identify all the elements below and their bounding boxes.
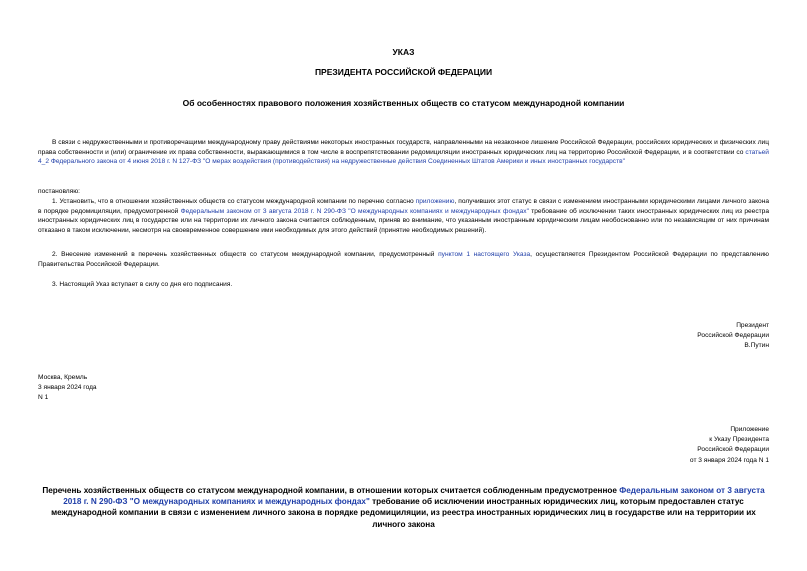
list-law-290-link[interactable]: Федеральным законом от 3 августа 2018 г. N 290-ФЗ "О международных компаниях и международных фондах"	[63, 486, 765, 507]
law-127-link[interactable]: статьей 4_2 Федерального закона от 4 июня 2018 г. N 127-ФЗ "О мерах воздействия (противодействия) на недружественные действия Соединенных Штатов Америки и иных иностранных государств"	[38, 148, 769, 166]
signature-country: Российской Федерации	[697, 332, 769, 339]
list-heading	[40, 485, 767, 530]
decree-issuer: ПРЕЗИДЕНТА РОССИЙСКОЙ ФЕДЕРАЦИИ	[314, 67, 493, 77]
date: 3 января 2024 года	[38, 384, 97, 391]
clause-2-text-b: , осуществляется Президентом Российской Федерации по представлению Правительства Российской Федерации.	[38, 251, 769, 268]
clause-1-text-a: 1. Установить, что в отношении хозяйственных обществ со статусом международной компании по перечню согласно	[52, 198, 416, 205]
appendix-block	[690, 425, 769, 466]
decree-number: N 1	[38, 394, 49, 401]
place: Москва, Кремль	[38, 374, 88, 381]
appendix-country: Российской Федерации	[697, 446, 769, 454]
list-heading-text-a: Перечень хозяйственных обществ со статусом международной компании, в отношении которых считается соблюденным предусмотренное	[42, 486, 620, 495]
decree-subject: Об особенностях правового положения хозяйственных обществ со статусом международной компании	[182, 98, 625, 108]
clause-2	[38, 250, 769, 269]
signature-title: Президент	[736, 322, 769, 329]
clause-1	[38, 197, 769, 235]
law-290-link[interactable]: Федеральным законом от 3 августа 2018 г. N 290-ФЗ "О международных компаниях и международных фондах"	[180, 207, 529, 215]
place-date-block	[38, 373, 97, 403]
signature-block	[697, 321, 769, 351]
appendix-date: от 3 января 2024 года N 1	[689, 456, 769, 464]
appendix-link[interactable]: приложению	[415, 198, 455, 205]
preamble-text: В связи с недружественными и противоречащими международному праву действиями некоторых иностранных государств, направленными на незаконное лишение Российской Федерации, российских юридических и физических лиц права собственности и (или) ограничение их права собственности, выражающимися в том числе в воспрепятствовании редомициляции иностранных юридических лиц на территорию Российской Федерации, и в соответствии со	[38, 139, 769, 156]
clause-1-ref-link[interactable]: пунктом 1 настоящего Указа	[438, 251, 531, 258]
preamble-paragraph	[38, 138, 769, 167]
clause-3: 3. Настоящий Указ вступает в силу со дня его подписания.	[52, 281, 233, 288]
clause-2-text-a: 2. Внесение изменений в перечень хозяйственных обществ со статусом международной компании, предусмотренный	[52, 251, 439, 258]
signature-name: В.Путин	[744, 342, 769, 349]
appendix-ref: к Указу Президента	[709, 436, 769, 444]
appendix-label: Приложение	[730, 426, 769, 433]
clause-1-text-b: , получивших этот статус в связи с изменением иностранными юридическими лицами личного закона в порядке редомициляции, предусмотренной	[38, 198, 770, 215]
list-heading-text-b: требование об исключении иностранных юридических лиц, которым предоставлен статус международной компании в связи с изменением личного закона в порядке редомициляции, из реестра иностранных юридических лиц в государстве или на территории их личного закона	[51, 497, 756, 529]
decree-title: УКАЗ	[392, 47, 415, 57]
decree-word: постановляю:	[38, 188, 81, 195]
clause-1-text-c: требование об исключении таких иностранных юридических лиц из реестра иностранных юридических лиц в государстве или на территории их личного закона считается соблюденным, приняв во внимание, что указанным иностранным юридическим лицам необоснованно или по независящим от них причинам отказано в таком исключении, несмотря на своевременное совершение ими необходимых для этого действий (принятие необходимых решений).	[38, 207, 769, 234]
